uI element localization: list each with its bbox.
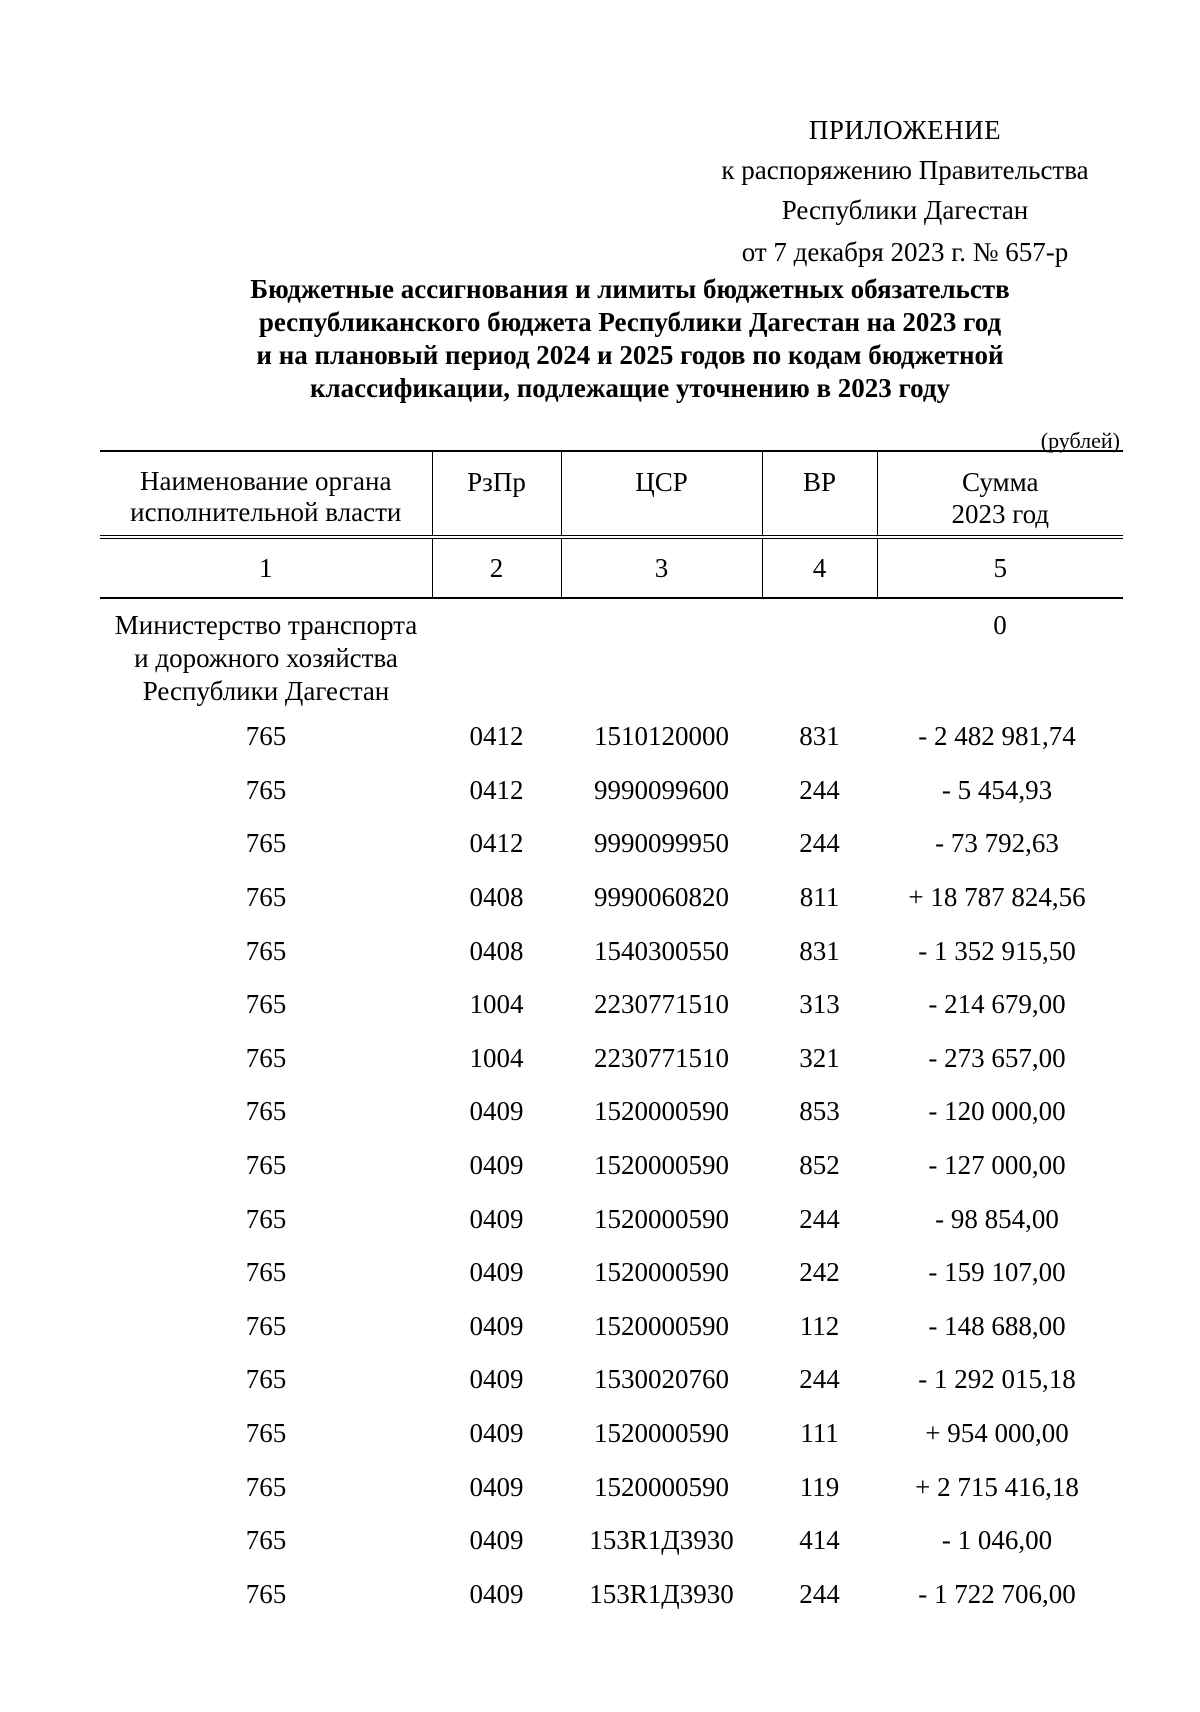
row-code: 765	[245, 1203, 287, 1234]
row-csr: 1520000590	[594, 1471, 729, 1502]
title-line: классификации, подлежащие уточнению в 2023 году	[309, 373, 951, 403]
row-vr: 244	[799, 828, 840, 859]
row-vr: 242	[799, 1257, 840, 1288]
row-vr: 244	[799, 1364, 840, 1395]
header-sum-line2: 2023 год	[951, 499, 1050, 529]
row-rzpr: 0409	[469, 1364, 524, 1395]
column-number: 1	[100, 537, 432, 598]
table-row	[100, 978, 1123, 1032]
header-sum	[877, 451, 1123, 537]
row-rzpr: 0412	[469, 828, 524, 859]
row-code: 765	[245, 721, 287, 752]
column-number: 4	[762, 537, 877, 598]
row-vr: 119	[799, 1471, 840, 1502]
row-sum: - 148 688,00	[928, 1310, 1066, 1341]
row-csr: 1520000590	[594, 1418, 729, 1449]
row-sum: + 18 787 824,56	[908, 882, 1086, 913]
row-vr: 852	[799, 1150, 840, 1181]
column-number: 2	[432, 537, 561, 598]
budget-table	[100, 450, 1123, 1621]
row-rzpr: 0412	[469, 774, 524, 805]
row-code: 765	[245, 935, 287, 966]
row-code: 765	[245, 1525, 287, 1556]
row-csr: 1520000590	[594, 1310, 729, 1341]
row-sum: - 2 482 981,74	[918, 721, 1076, 752]
row-code: 765	[245, 1471, 287, 1502]
row-sum: - 1 292 015,18	[918, 1364, 1076, 1395]
row-vr: 831	[799, 721, 840, 752]
title-line: Бюджетные ассигнования и лимиты бюджетных обязательств	[250, 274, 1010, 304]
table-row	[100, 1407, 1123, 1461]
table-row	[100, 871, 1123, 925]
appendix-date: от 7 декабря 2023 г. № 657-р	[741, 237, 1069, 267]
org-name-line2: и дорожного хозяйства	[134, 643, 398, 673]
row-sum: - 120 000,00	[928, 1096, 1066, 1127]
row-vr: 244	[799, 1578, 840, 1609]
row-csr: 1520000590	[594, 1150, 729, 1181]
org-name-line1: Министерство транспорта	[114, 610, 418, 640]
table-row	[100, 1568, 1123, 1622]
column-number: 3	[561, 537, 762, 598]
row-code: 765	[245, 1418, 287, 1449]
row-sum: - 159 107,00	[928, 1257, 1066, 1288]
row-csr: 9990060820	[594, 882, 729, 913]
row-csr: 2230771510	[594, 1042, 729, 1073]
row-code: 765	[245, 1042, 287, 1073]
row-rzpr: 0409	[469, 1525, 524, 1556]
row-csr: 153R1Д3930	[589, 1525, 734, 1556]
row-csr: 1530020760	[594, 1364, 729, 1395]
table-row	[100, 1460, 1123, 1514]
column-number: 5	[877, 537, 1123, 598]
row-sum: - 1 352 915,50	[918, 935, 1076, 966]
row-rzpr: 0409	[469, 1203, 524, 1234]
table-row	[100, 1246, 1123, 1300]
row-code: 765	[245, 1310, 287, 1341]
row-vr: 811	[799, 882, 840, 913]
row-csr: 1520000590	[594, 1096, 729, 1127]
table-row	[100, 1032, 1123, 1086]
row-vr: 414	[799, 1525, 840, 1556]
row-csr: 1540300550	[594, 935, 729, 966]
header-vr: ВР	[762, 451, 877, 537]
row-vr: 831	[799, 935, 840, 966]
row-rzpr: 0409	[469, 1096, 524, 1127]
row-rzpr: 1004	[469, 1042, 524, 1073]
table-row	[100, 1192, 1123, 1246]
header-csr: ЦСР	[561, 451, 762, 537]
row-rzpr: 0409	[469, 1310, 524, 1341]
row-code: 765	[245, 828, 287, 859]
header-org-name-line2: исполнительной власти	[130, 497, 402, 527]
table-row	[100, 817, 1123, 871]
table-row	[100, 924, 1123, 978]
row-code: 765	[245, 1096, 287, 1127]
row-vr: 112	[799, 1310, 840, 1341]
row-rzpr: 0412	[469, 721, 524, 752]
org-name	[100, 598, 432, 710]
row-rzpr: 0408	[469, 935, 524, 966]
row-csr: 9990099600	[594, 774, 729, 805]
row-vr: 244	[799, 774, 840, 805]
row-rzpr: 1004	[469, 989, 524, 1020]
title-line: республиканского бюджета Республики Дагестан на 2023 год	[258, 307, 1002, 337]
row-rzpr: 0409	[469, 1150, 524, 1181]
row-sum: - 127 000,00	[928, 1150, 1066, 1181]
table-row	[100, 1139, 1123, 1193]
row-rzpr: 0409	[469, 1257, 524, 1288]
column-number-row	[100, 537, 1123, 598]
appendix-title: ПРИЛОЖЕНИЕ	[808, 115, 1002, 145]
row-code: 765	[245, 1578, 287, 1609]
table-header-row	[100, 451, 1123, 537]
header-sum-line1: Сумма	[962, 467, 1039, 497]
row-vr: 853	[799, 1096, 840, 1127]
header-org-name-line1: Наименование органа	[140, 466, 392, 496]
header-org-name	[100, 451, 432, 537]
org-sum: 0	[993, 610, 1007, 640]
document-title	[110, 273, 1150, 405]
org-row	[100, 598, 1123, 710]
table-row	[100, 1353, 1123, 1407]
units-label: (рублей)	[1040, 428, 1120, 453]
table-row	[100, 764, 1123, 818]
row-sum: - 214 679,00	[928, 989, 1066, 1020]
row-vr: 244	[799, 1203, 840, 1234]
row-csr: 1520000590	[594, 1257, 729, 1288]
row-code: 765	[245, 989, 287, 1020]
row-csr: 1520000590	[594, 1203, 729, 1234]
appendix-block	[700, 110, 1110, 272]
row-vr: 321	[799, 1042, 840, 1073]
table-row	[100, 1300, 1123, 1354]
row-sum: - 73 792,63	[935, 828, 1059, 859]
row-sum: - 1 722 706,00	[918, 1578, 1076, 1609]
row-rzpr: 0409	[469, 1578, 524, 1609]
row-sum: + 954 000,00	[925, 1418, 1069, 1449]
title-line: и на плановый период 2024 и 2025 годов по кодам бюджетной	[256, 340, 1004, 370]
row-code: 765	[245, 1257, 287, 1288]
appendix-line-2: Республики Дагестан	[781, 195, 1029, 225]
appendix-line-1: к распоряжению Правительства	[721, 155, 1089, 185]
table-row	[100, 710, 1123, 764]
row-csr: 1510120000	[594, 721, 729, 752]
row-sum: - 1 046,00	[941, 1525, 1053, 1556]
row-vr: 313	[799, 989, 840, 1020]
row-csr: 2230771510	[594, 989, 729, 1020]
row-sum: - 98 854,00	[935, 1203, 1059, 1234]
row-rzpr: 0409	[469, 1471, 524, 1502]
table-row	[100, 1085, 1123, 1139]
row-sum: - 5 454,93	[941, 774, 1053, 805]
row-rzpr: 0408	[469, 882, 524, 913]
row-rzpr: 0409	[469, 1418, 524, 1449]
row-code: 765	[245, 1150, 287, 1181]
row-code: 765	[245, 774, 287, 805]
row-vr: 111	[800, 1418, 839, 1449]
row-csr: 153R1Д3930	[589, 1578, 734, 1609]
table-row	[100, 1514, 1123, 1568]
row-sum: + 2 715 416,18	[915, 1471, 1079, 1502]
row-code: 765	[245, 1364, 287, 1395]
org-name-line3: Республики Дагестан	[142, 676, 390, 706]
row-code: 765	[245, 882, 287, 913]
row-sum: - 273 657,00	[928, 1042, 1066, 1073]
row-csr: 9990099950	[594, 828, 729, 859]
header-rzpr: РзПр	[432, 451, 561, 537]
